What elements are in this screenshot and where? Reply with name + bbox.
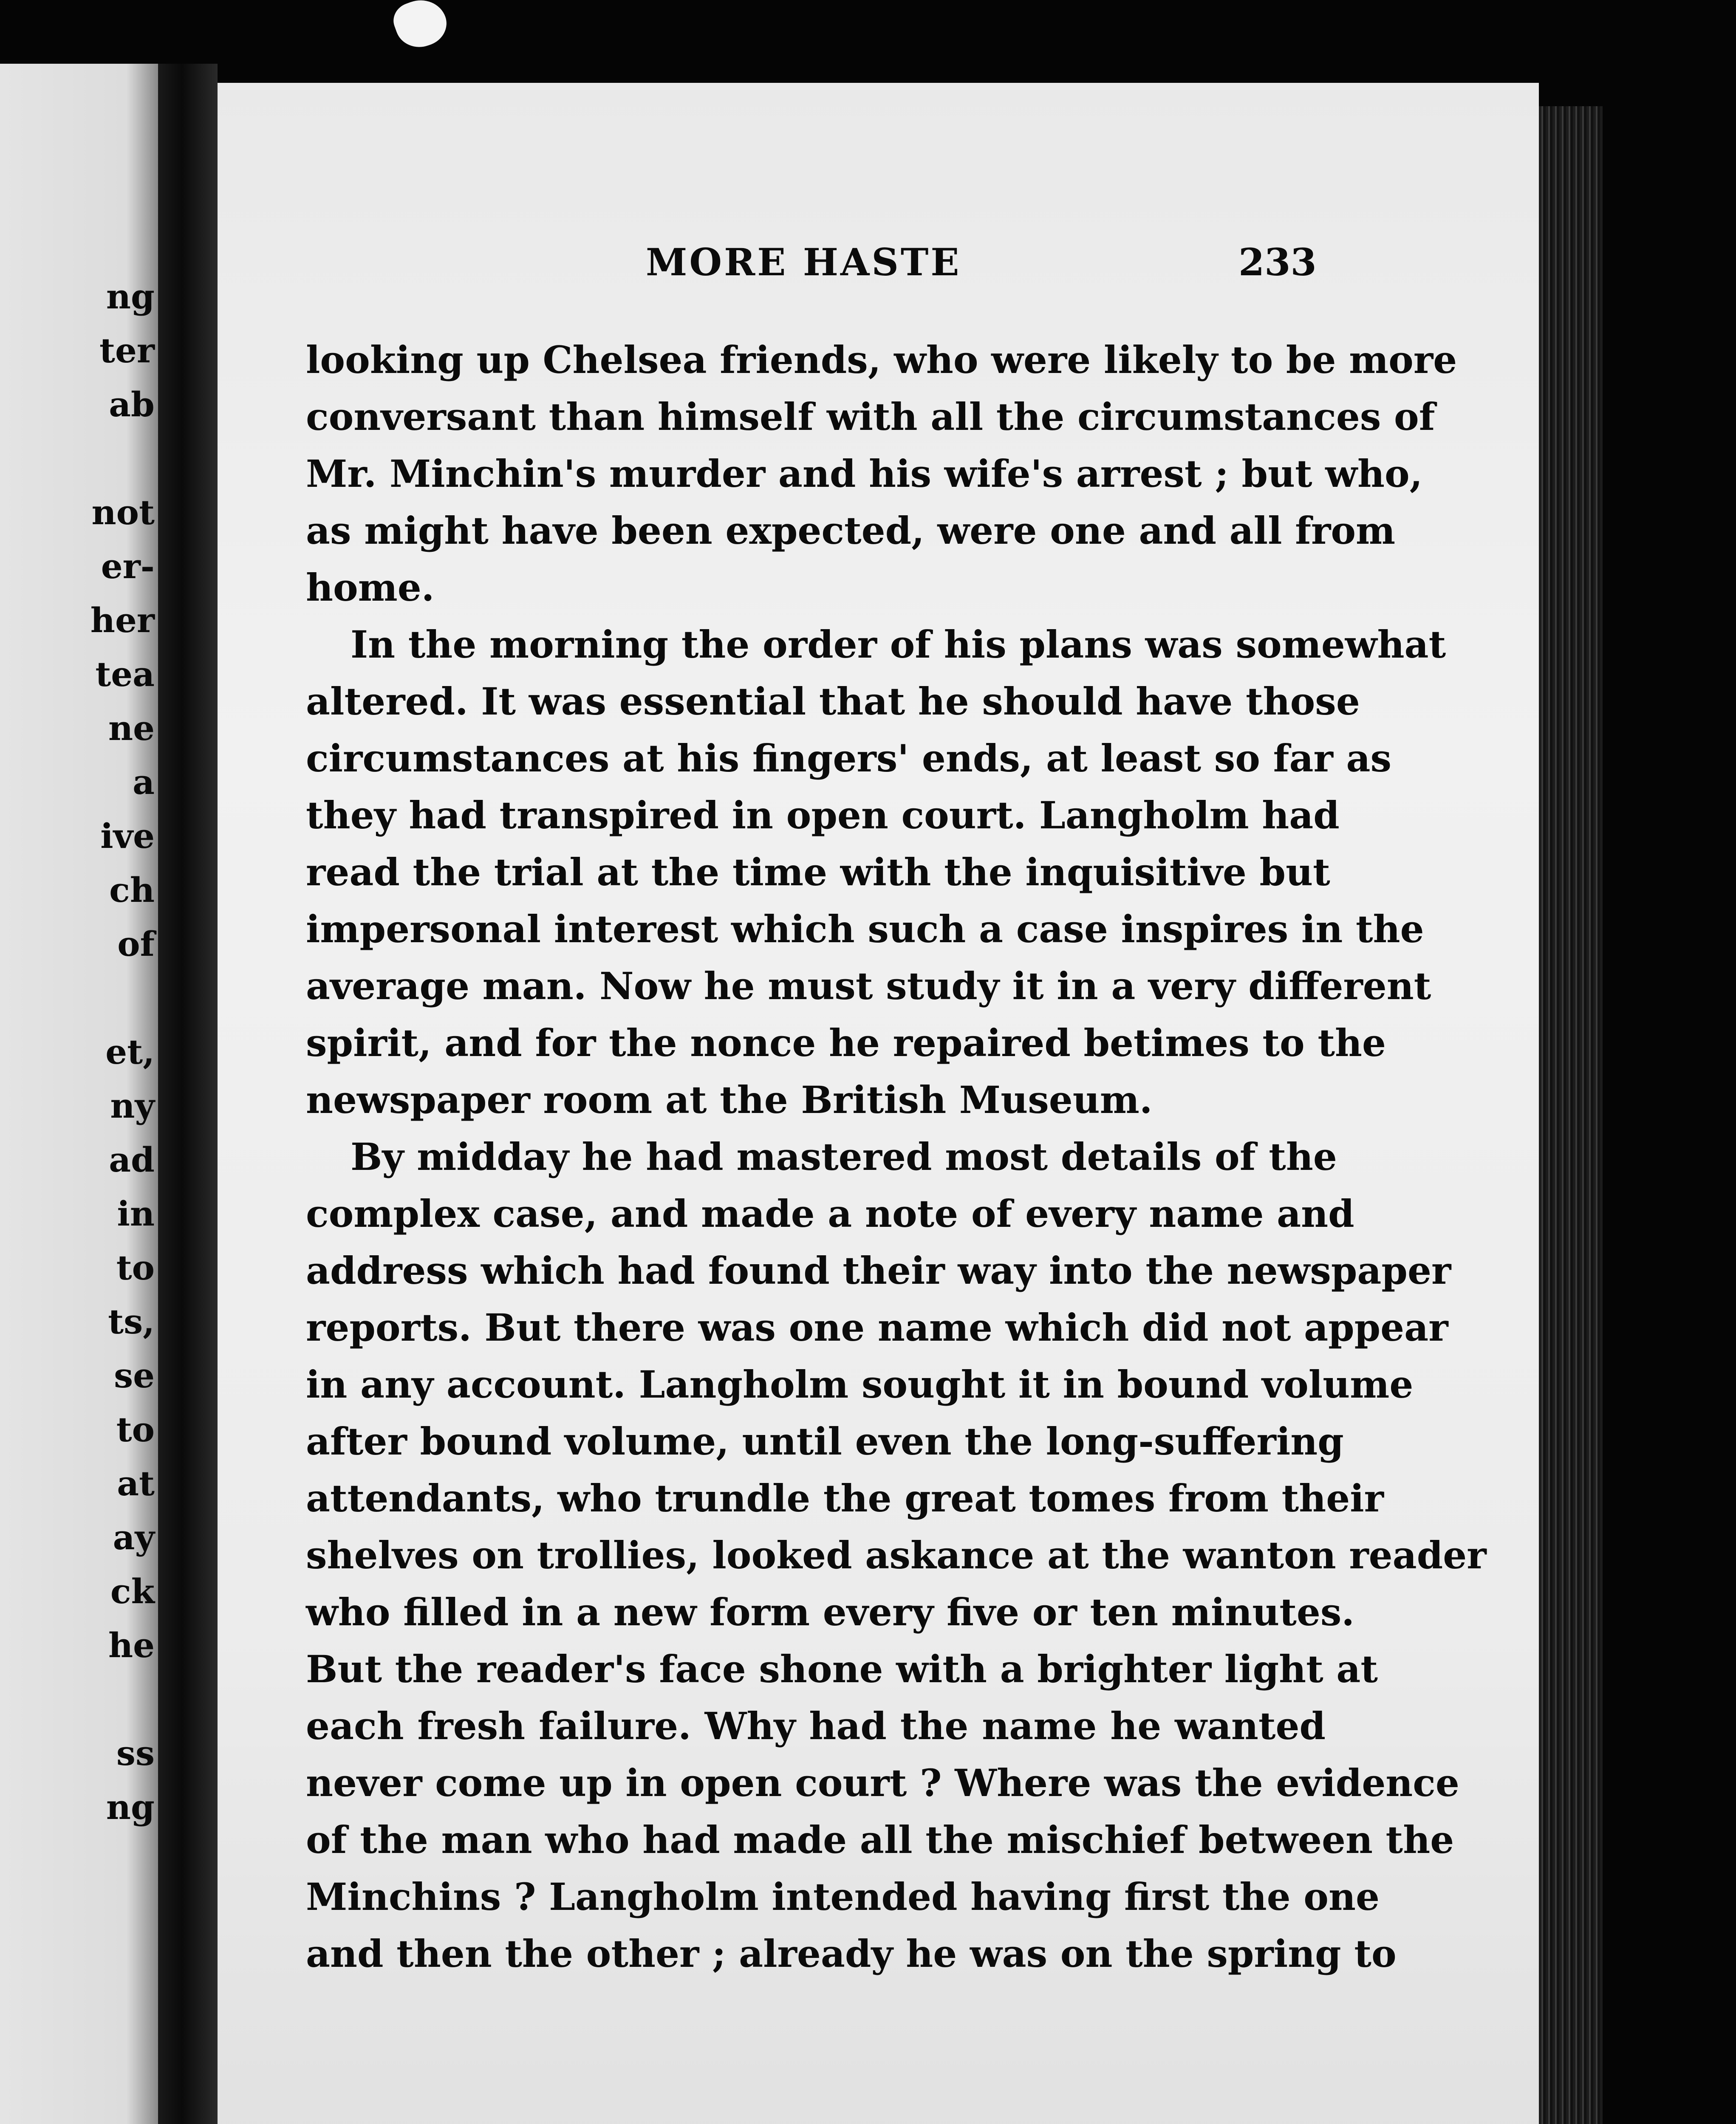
text-line: altered. It was essential that he should have those [306, 679, 1360, 723]
left-page-edge [0, 64, 158, 2124]
text-line: each fresh failure. Why had the name he wanted [306, 1704, 1326, 1748]
left-page-fragment: ng [106, 1787, 155, 1827]
left-page-fragment: se [114, 1356, 155, 1395]
left-page-fragment: ng [106, 277, 155, 316]
left-page-fragment: at [117, 1463, 155, 1503]
text-line: By midday he had mastered most details of the [351, 1135, 1337, 1179]
left-page-fragment: to [116, 1409, 155, 1449]
page-block-edge [1539, 106, 1603, 2124]
text-line: complex case, and made a note of every name and [306, 1192, 1354, 1236]
text-line: looking up Chelsea friends, who were likely to be more [306, 338, 1457, 382]
text-line: But the reader's face shone with a brighter light at [306, 1647, 1378, 1691]
left-page-fragment: et, [105, 1032, 155, 1072]
text-line: of the man who had made all the mischief between the [306, 1818, 1454, 1862]
text-line: home. [306, 565, 435, 610]
left-page-fragment: ad [109, 1140, 155, 1180]
left-page-fragment: her [90, 600, 155, 640]
body-text [306, 331, 1487, 1982]
left-page-fragment: ch [109, 870, 155, 910]
running-head: MORE HASTE [646, 240, 961, 284]
left-page-fragment: in [117, 1194, 155, 1234]
left-page-fragment: ts, [108, 1302, 155, 1342]
left-page-fragment: tea [95, 654, 155, 694]
text-line: reports. But there was one name which did not appear [306, 1305, 1448, 1350]
text-line: never come up in open court ? Where was the evidence [306, 1761, 1459, 1805]
page-number: 233 [1238, 240, 1317, 284]
text-line: conversant than himself with all the circumstances of [306, 395, 1435, 439]
left-page-fragment: a [133, 762, 155, 802]
left-page-fragment: ter [99, 330, 155, 370]
left-page-fragment: ss [116, 1733, 155, 1773]
text-line: in any account. Langholm sought it in bound volume [306, 1362, 1414, 1407]
left-page-fragment: ne [108, 708, 155, 748]
text-line: newspaper room at the British Museum. [306, 1078, 1153, 1122]
left-page-fragment: ay [113, 1517, 155, 1557]
text-line: spirit, and for the nonce he repaired betimes to the [306, 1021, 1386, 1065]
left-page-fragment: he [108, 1625, 155, 1665]
text-line: attendants, who trundle the great tomes from their [306, 1476, 1384, 1520]
left-page-fragment: ck [110, 1571, 155, 1611]
left-page-fragment: of [117, 924, 155, 964]
left-page-fragment: ab [109, 384, 155, 424]
left-page-fragment: er- [101, 546, 155, 586]
text-line: after bound volume, until even the long-suffering [306, 1419, 1344, 1463]
left-page-fragment: to [116, 1248, 155, 1288]
text-line: they had transpired in open court. Langholm had [306, 793, 1340, 837]
text-line: who filled in a new form every five or ten minutes. [306, 1590, 1355, 1634]
scan-smudge [389, 0, 452, 54]
book-gutter [158, 64, 218, 2124]
text-line: average man. Now he must study it in a very different [306, 964, 1431, 1008]
text-line: Mr. Minchin's murder and his wife's arrest ; but who, [306, 452, 1423, 496]
text-line: circumstances at his fingers' ends, at least so far as [306, 736, 1392, 780]
left-page-fragment: ny [110, 1086, 155, 1126]
text-line: address which had found their way into the newspaper [306, 1248, 1451, 1293]
text-line: impersonal interest which such a case inspires in the [306, 907, 1424, 951]
text-line: In the morning the order of his plans was somewhat [351, 622, 1446, 667]
text-line: as might have been expected, were one and all from [306, 508, 1396, 553]
text-line: and then the other ; already he was on the spring to [306, 1932, 1397, 1976]
left-page-fragment: ive [100, 816, 155, 856]
text-line: Minchins ? Langholm intended having first the one [306, 1875, 1380, 1919]
text-line: shelves on trollies, looked askance at the wanton reader [306, 1533, 1487, 1577]
text-line: read the trial at the time with the inquisitive but [306, 850, 1330, 894]
left-page-fragment: not [91, 492, 155, 532]
